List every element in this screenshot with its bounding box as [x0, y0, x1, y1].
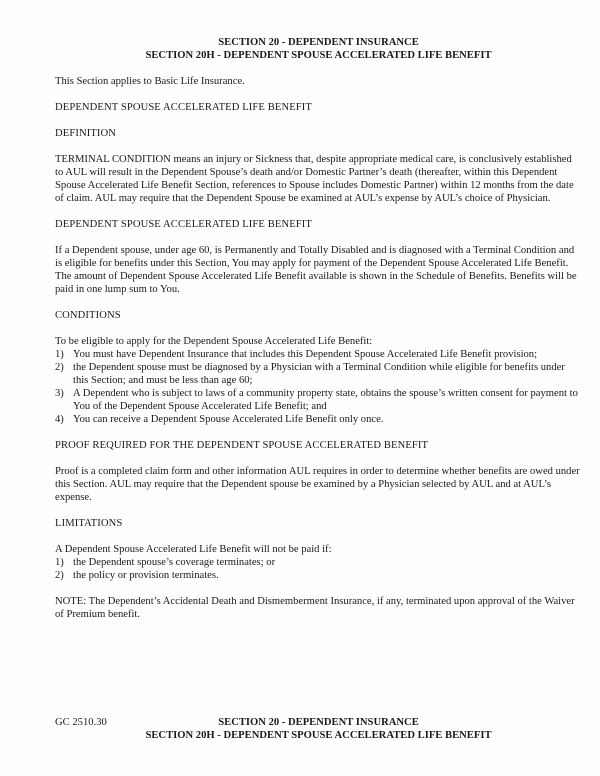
limitation-item-1 — [55, 556, 580, 569]
item-text: You can receive a Dependent Spouse Accelerated Life Benefit only once. — [73, 414, 384, 425]
item-number: 4) — [55, 414, 64, 425]
proof-heading: PROOF REQUIRED FOR THE DEPENDENT SPOUSE ACCELERATED BENEFIT — [55, 440, 429, 451]
item-text: You must have Dependent Insurance that includes this Dependent Spouse Accelerated Life Benefit provision; — [73, 349, 538, 360]
item-text: the policy or provision terminates. — [73, 570, 219, 581]
limitations-heading: LIMITATIONS — [55, 518, 123, 529]
limitations-list — [55, 556, 580, 582]
item-text: the Dependent spouse must be diagnosed by a Physician with a Terminal Condition while eligible for benefits under this Section; and must be less than age 60; — [73, 362, 565, 386]
condition-item-2 — [55, 361, 580, 387]
form-number: GC 2510.30 — [55, 717, 107, 728]
item-number: 1) — [55, 349, 64, 360]
condition-item-4 — [55, 413, 580, 426]
item-text: A Dependent who is subject to laws of a community property state, obtains the spouse’s written consent for payment to You of the Dependent Spouse Accelerated Life Benefit; and — [73, 388, 578, 412]
condition-item-1 — [55, 348, 580, 361]
footer-line-2: SECTION 20H - DEPENDENT SPOUSE ACCELERATED LIFE BENEFIT — [145, 730, 492, 741]
applies-paragraph: This Section applies to Basic Life Insurance. — [55, 76, 245, 87]
conditions-heading: CONDITIONS — [55, 310, 121, 321]
header-line-1: SECTION 20 - DEPENDENT INSURANCE — [218, 37, 419, 48]
footer-line-1: SECTION 20 - DEPENDENT INSURANCE — [218, 717, 419, 728]
limitation-item-2 — [55, 569, 580, 582]
header-line-2: SECTION 20H - DEPENDENT SPOUSE ACCELERATED LIFE BENEFIT — [145, 50, 492, 61]
page-footer — [55, 716, 582, 742]
page-header — [55, 36, 582, 62]
proof-paragraph: Proof is a completed claim form and other information AUL requires in order to determine whether benefits are owed under this Section. AUL may require that the Dependent spouse be examined by a Physician selected by AUL and at AUL’s expense. — [55, 466, 580, 503]
conditions-intro: To be eligible to apply for the Dependent Spouse Accelerated Life Benefit: — [55, 336, 373, 347]
item-text: the Dependent spouse’s coverage terminates; or — [73, 557, 276, 568]
definition-heading: DEFINITION — [55, 128, 117, 139]
note-paragraph: NOTE: The Dependent’s Accidental Death and Dismemberment Insurance, if any, terminated upon approval of the Waiver of Premium benefit. — [55, 596, 575, 620]
item-number: 1) — [55, 557, 64, 568]
benefit-paragraph: If a Dependent spouse, under age 60, is Permanently and Totally Disabled and is diagnosed with a Terminal Condition and is eligible for benefits under this Section, You may apply for payment of the Dependent Spouse Accelerated Life Benefit. The amount of Dependent Spouse Accelerated Life Benefit available is shown in the Schedule of Benefits. Benefits will be paid in one lump sum to You. — [55, 245, 577, 295]
limitations-intro: A Dependent Spouse Accelerated Life Benefit will not be paid if: — [55, 544, 332, 555]
terminal-condition-paragraph: TERMINAL CONDITION means an injury or Sickness that, despite appropriate medical care, is conclusively established to AUL will result in the Dependent Spouse’s death and/or Domestic Partner’s death (thereafter, within this Dependent Spouse Accelerated Life Benefit Section, references to Spouse includes Domestic Partner) within 12 months from the date of claim. AUL may require that the Dependent Spouse be examined at AUL’s expense by AUL’s choice of Physician. — [55, 154, 574, 204]
item-number: 2) — [55, 362, 64, 373]
item-number: 3) — [55, 388, 64, 399]
document-body — [55, 75, 580, 634]
benefit-heading-2: DEPENDENT SPOUSE ACCELERATED LIFE BENEFIT — [55, 219, 312, 230]
conditions-list — [55, 348, 580, 426]
condition-item-3 — [55, 387, 580, 413]
item-number: 2) — [55, 570, 64, 581]
benefit-heading-1: DEPENDENT SPOUSE ACCELERATED LIFE BENEFIT — [55, 102, 312, 113]
